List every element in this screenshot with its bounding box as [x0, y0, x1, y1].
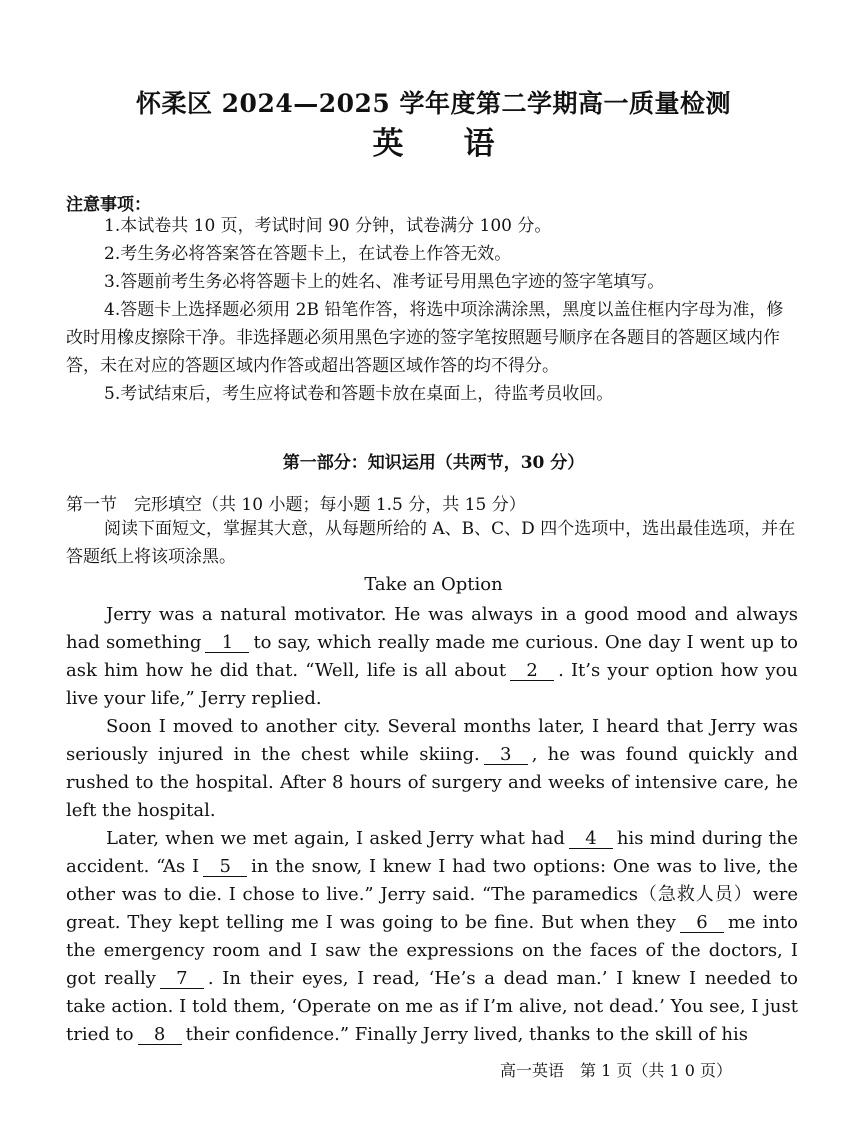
section-instructions: 阅读下面短文，掌握其大意，从每题所给的 A、B、C、D 四个选项中，选出最佳选项，并在答题纸上将该项涂黑。 — [66, 519, 796, 567]
passage-text: to say, which really made me curious. One day I went up to ask him how he did that. “Well, life is all about — [66, 632, 799, 681]
passage-text: Later, when we met again, I asked Jerry what had — [106, 828, 565, 849]
passage-text: Soon I moved to another city. Several months later, I heard that Jerry was seriously injured in the chest while skiing. — [66, 716, 798, 765]
blank-1: 1 — [205, 634, 249, 653]
passage-text: . In their eyes, I read, ‘He’s a dead man.’ I knew I needed to take action. I told them, ‘Operate on me as if I’m alive, not dead.’ You see, I just tried to — [66, 968, 798, 1045]
passage-title: Take an Option — [364, 574, 503, 595]
passage-body — [66, 601, 798, 1049]
blank-4: 4 — [569, 830, 613, 849]
notice-heading: 注意事项： — [66, 195, 151, 215]
subject-title: 英语 — [372, 126, 555, 162]
notice-item: 1.本试卷共 10 页，考试时间 90 分钟，试卷满分 100 分。 — [104, 216, 552, 236]
notice-item: 3.答题前考生务必将答题卡上的姓名、准考证号用黑色字迹的签字笔填写。 — [104, 272, 665, 292]
passage-text: Jerry was a natural motivator. He was always in a good mood and always had something — [66, 604, 798, 653]
passage-paragraph — [66, 601, 798, 713]
passage-text: . It’s your option how you live your life,” Jerry replied. — [66, 660, 798, 709]
notice-item: 2.考生务必将答案答在答题卡上，在试卷上作答无效。 — [104, 244, 512, 264]
page-footer: 高一英语 第 1 页（共 1 0 页） — [500, 1061, 732, 1080]
passage-text: in the snow, I knew I had two options: One was to live, the other was to die. I chose to live.” Jerry said. “The paramedics（急救人员）were great. They kept telling me I was going to be fine. But when they — [66, 856, 798, 933]
blank-8: 8 — [138, 1026, 182, 1045]
passage-paragraph — [66, 713, 798, 825]
notice-list — [66, 212, 800, 408]
blank-2: 2 — [510, 662, 554, 681]
blank-7: 7 — [160, 970, 204, 989]
blank-3: 3 — [484, 746, 528, 765]
exam-title: 怀柔区 2024—2025 学年度第二学期高一质量检测 — [135, 89, 732, 118]
blank-6: 6 — [680, 914, 724, 933]
blank-5: 5 — [203, 858, 247, 877]
passage-paragraph — [66, 825, 798, 1049]
notice-item: 5.考试结束后，考生应将试卷和答题卡放在桌面上，待监考员收回。 — [104, 384, 614, 404]
passage-text: their confidence.” Finally Jerry lived, thanks to the skill of his — [185, 1024, 748, 1045]
notice-item: 4.答题卡上选择题必须用 2B 铅笔作答，将选中项涂满涂黑，黑度以盖住框内字母为准，修改时用橡皮擦除干净。非选择题必须用黑色字迹的签字笔按照题号顺序在各题目的答题区域内作答，未在对应的答题区域内作答或超出答题区域作答的均不得分。 — [66, 300, 784, 376]
passage-text: , he was found quickly and rushed to the hospital. After 8 hours of surgery and weeks of intensive care, he left the hospital. — [66, 744, 798, 821]
part-title: 第一部分：知识运用（共两节，30 分） — [282, 453, 585, 473]
passage-text: me into the emergency room and I saw the expressions on the faces of the doctors, I got really — [66, 912, 798, 989]
passage-text: his mind during the accident. “As I — [66, 828, 799, 877]
section-title: 第一节 完形填空（共 10 小题；每小题 1.5 分，共 15 分） — [66, 495, 526, 515]
